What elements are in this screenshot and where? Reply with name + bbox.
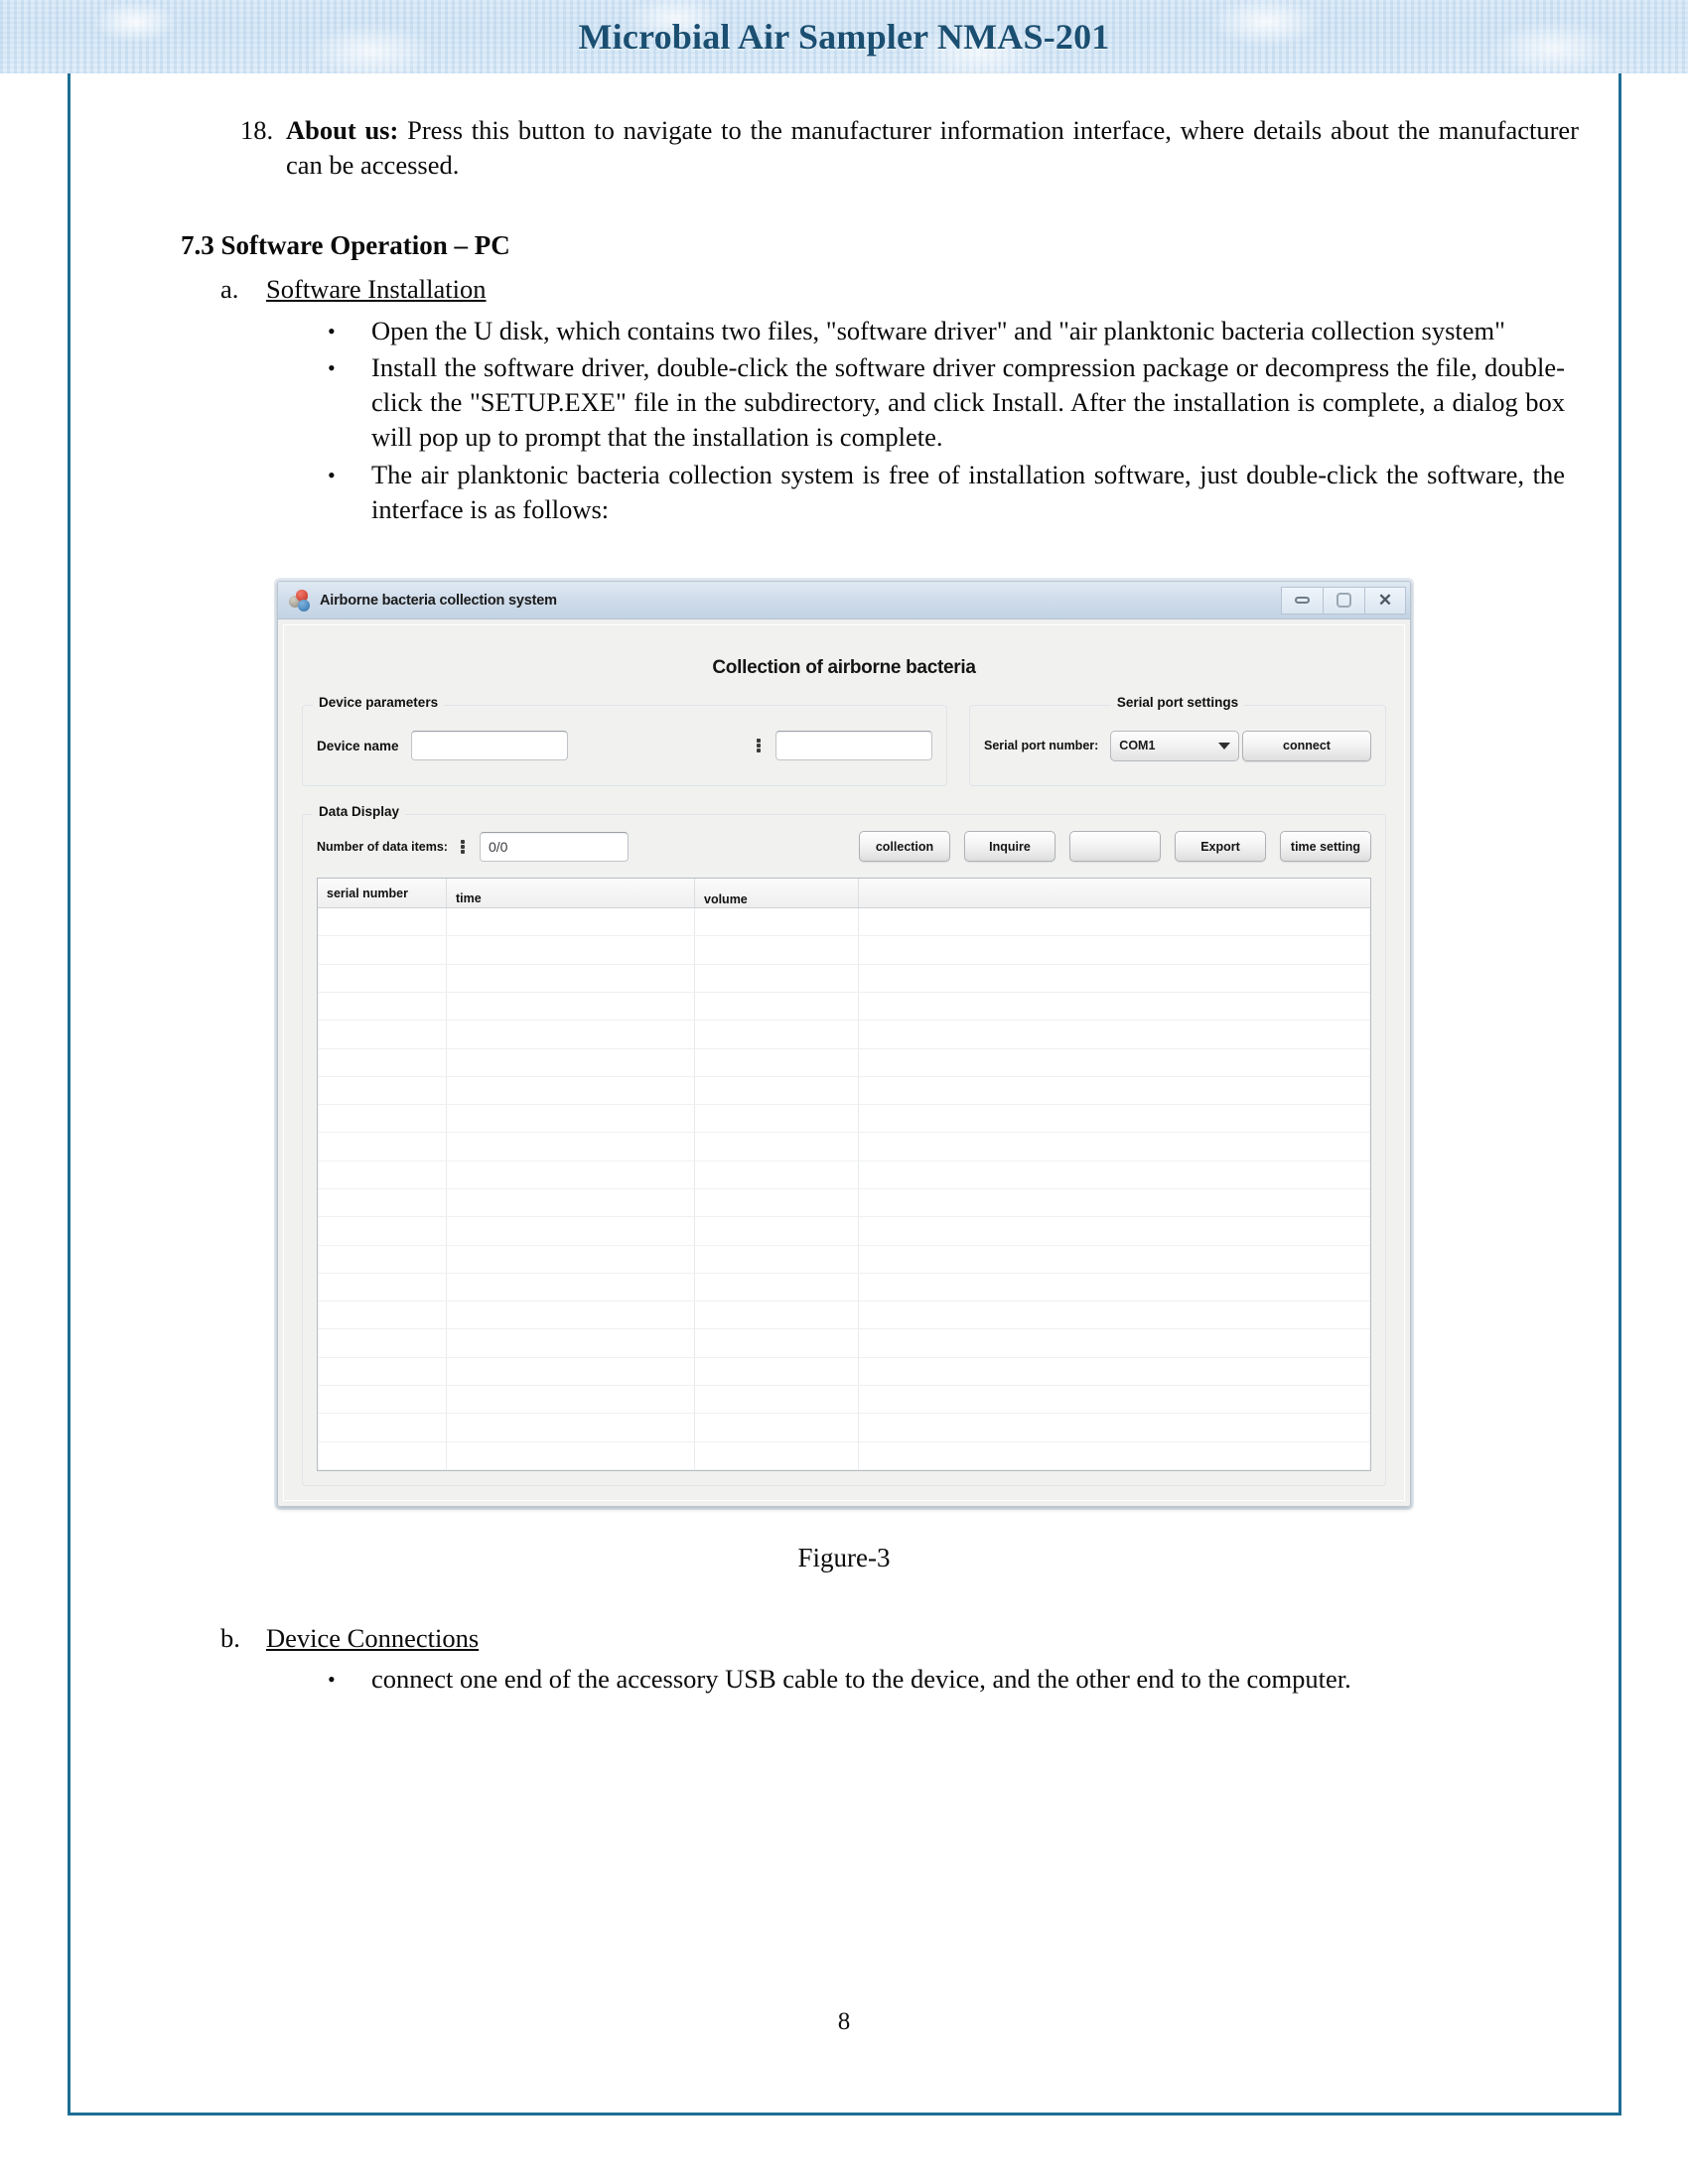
table-cell	[447, 908, 695, 935]
unlabeled-button[interactable]	[1069, 831, 1161, 862]
table-cell	[695, 993, 859, 1020]
number-of-data-items-label: Number of data items:	[317, 839, 448, 854]
serial-port-settings-title: Serial port settings	[1111, 695, 1244, 710]
page-header-banner	[0, 0, 1688, 73]
table-cell	[447, 1386, 695, 1413]
table-cell	[695, 1386, 859, 1413]
table-cell	[318, 936, 447, 963]
page-number: 8	[837, 2008, 851, 2035]
table-cell	[318, 1161, 447, 1188]
table-cell	[695, 1414, 859, 1440]
device-name-input[interactable]	[411, 731, 568, 760]
table-cell	[695, 1161, 859, 1188]
subsection-a-label: Software Installation	[266, 274, 487, 305]
table-cell	[318, 1386, 447, 1413]
serial-port-settings-group	[969, 695, 1386, 786]
table-cell	[447, 936, 695, 963]
bullet-dot-icon: •	[328, 318, 336, 343]
maximize-icon	[1336, 593, 1351, 608]
table-cell	[695, 1442, 859, 1469]
table-row[interactable]	[318, 1049, 1370, 1077]
app-logo-icon	[288, 589, 312, 613]
top-panels-row	[302, 695, 1386, 786]
table-cell	[695, 1217, 859, 1244]
app-titlebar-title: Airborne bacteria collection system	[320, 592, 557, 609]
table-cell	[695, 1358, 859, 1385]
table-cell	[859, 1021, 1370, 1047]
subsection-b-letter: b.	[220, 1623, 240, 1654]
list-item-18	[42, 113, 1646, 183]
device-parameters-group	[302, 695, 947, 786]
minimize-icon	[1295, 597, 1310, 604]
table-cell	[859, 1414, 1370, 1440]
table-cell	[318, 1021, 447, 1047]
table-cell	[695, 1105, 859, 1132]
data-display-title: Data Display	[313, 804, 405, 819]
table-row[interactable]	[318, 993, 1370, 1021]
subsection-a-bullets	[42, 314, 1646, 527]
table-row[interactable]	[318, 1301, 1370, 1329]
table-row[interactable]	[318, 1133, 1370, 1160]
bullet-text: Open the U disk, which contains two files, "software driver" and "air planktonic bacteria collection system"	[371, 315, 1505, 345]
table-cell	[447, 965, 695, 992]
subsection-b-label: Device Connections	[266, 1623, 480, 1654]
table-row[interactable]	[318, 1329, 1370, 1357]
column-header-volume[interactable]: volume	[695, 879, 859, 907]
device-parameters-inner	[303, 706, 946, 785]
airborne-bacteria-app-window	[277, 581, 1411, 1507]
table-cell	[859, 1189, 1370, 1216]
table-cell	[447, 1049, 695, 1076]
table-cell	[447, 1161, 695, 1188]
close-button[interactable]	[1364, 587, 1406, 614]
close-icon: ✕	[1377, 591, 1393, 611]
device-name-label: Device name	[317, 738, 399, 753]
collection-button[interactable]: collection	[859, 831, 950, 862]
table-cell	[859, 1133, 1370, 1160]
table-cell	[447, 1105, 695, 1132]
table-cell	[318, 1077, 447, 1104]
app-main-heading: Collection of airborne bacteria	[712, 657, 976, 679]
table-cell	[695, 1329, 859, 1356]
table-row[interactable]	[318, 1161, 1370, 1189]
bullet-item	[328, 350, 1565, 456]
table-cell	[318, 1189, 447, 1216]
bullet-item	[328, 1662, 1565, 1697]
table-row[interactable]	[318, 1077, 1370, 1105]
table-row[interactable]	[318, 908, 1370, 936]
table-cell	[447, 1301, 695, 1328]
table-cell	[447, 1217, 695, 1244]
table-cell	[859, 1217, 1370, 1244]
table-row[interactable]	[318, 1217, 1370, 1245]
data-table-body	[318, 908, 1370, 1470]
table-cell	[318, 1274, 447, 1300]
connect-button[interactable]: connect	[1242, 731, 1371, 761]
data-table-header-row	[318, 879, 1370, 908]
table-cell	[695, 1021, 859, 1047]
table-row[interactable]	[318, 1414, 1370, 1441]
table-cell	[695, 1274, 859, 1300]
page-title: Microbial Air Sampler NMAS-201	[578, 17, 1110, 57]
table-cell	[695, 965, 859, 992]
data-display-toolbar	[317, 831, 1371, 862]
table-cell	[447, 1358, 695, 1385]
table-cell	[859, 1442, 1370, 1469]
serial-port-settings-inner	[970, 706, 1385, 785]
table-cell	[318, 1414, 447, 1440]
chevron-down-icon	[1218, 743, 1230, 750]
serial-port-selected-value: COM1	[1119, 739, 1156, 753]
bullet-dot-icon: •	[328, 354, 336, 380]
bullet-dot-icon: •	[328, 1667, 336, 1693]
table-cell	[318, 965, 447, 992]
table-row[interactable]	[318, 1189, 1370, 1217]
table-cell	[318, 1358, 447, 1385]
table-cell	[447, 1442, 695, 1469]
table-cell	[447, 1329, 695, 1356]
table-cell	[318, 1301, 447, 1328]
list-item-18-body	[286, 113, 1579, 183]
app-body	[283, 624, 1405, 1501]
document-content	[0, 73, 1688, 1697]
subsection-a-letter: a.	[220, 274, 239, 305]
table-cell	[447, 1133, 695, 1160]
table-cell	[859, 908, 1370, 935]
table-cell	[695, 1049, 859, 1076]
table-cell	[859, 1301, 1370, 1328]
table-cell	[695, 1301, 859, 1328]
separator-dots-icon	[460, 840, 466, 854]
table-cell	[318, 1442, 447, 1469]
list-item-18-bold-label: About us:	[286, 115, 399, 145]
column-header-time[interactable]: time	[447, 879, 695, 907]
list-item-18-text: Press this button to navigate to the manufacturer information interface, where details about the manufacturer can be accessed.	[286, 115, 1579, 181]
table-row[interactable]	[318, 965, 1370, 993]
separator-dots-icon	[756, 739, 762, 752]
table-row[interactable]	[318, 1021, 1370, 1048]
data-display-group	[302, 804, 1386, 1486]
table-cell	[859, 1161, 1370, 1188]
table-row[interactable]	[318, 1105, 1370, 1133]
table-cell	[447, 993, 695, 1020]
data-action-buttons	[859, 831, 1371, 862]
table-row[interactable]	[318, 1358, 1370, 1386]
table-cell	[859, 1358, 1370, 1385]
table-cell	[318, 1217, 447, 1244]
table-cell	[859, 1329, 1370, 1356]
bullet-item	[328, 458, 1565, 527]
table-cell	[695, 1189, 859, 1216]
app-titlebar	[278, 582, 1410, 619]
table-cell	[318, 993, 447, 1020]
table-cell	[695, 1246, 859, 1273]
maximize-button[interactable]	[1323, 587, 1364, 614]
table-row[interactable]	[318, 1246, 1370, 1274]
table-cell	[859, 1077, 1370, 1104]
table-cell	[859, 1386, 1370, 1413]
column-header-blank[interactable]	[859, 879, 1370, 907]
table-cell	[318, 1049, 447, 1076]
table-row[interactable]	[318, 1442, 1370, 1470]
inquire-button[interactable]: Inquire	[964, 831, 1055, 862]
table-cell	[859, 1274, 1370, 1300]
figure-3-caption: Figure-3	[797, 1543, 891, 1573]
table-cell	[859, 993, 1370, 1020]
table-row[interactable]	[318, 1274, 1370, 1301]
bullet-text: connect one end of the accessory USB cable to the device, and the other end to the computer.	[371, 1664, 1351, 1695]
export-button[interactable]: Export	[1175, 831, 1266, 862]
table-cell	[447, 1246, 695, 1273]
table-cell	[447, 1077, 695, 1104]
serial-port-dropdown[interactable]	[1110, 731, 1239, 761]
bullet-text: Install the software driver, double-click the software driver compression package or decompress the file, double-click the "SETUP.EXE" file in the subdirectory, and click Install. After the installation is complete, a dialog box will pop up to prompt that the installation is complete.	[371, 351, 1565, 453]
table-cell	[859, 936, 1370, 963]
table-cell	[859, 1105, 1370, 1132]
table-cell	[695, 936, 859, 963]
bullet-dot-icon: •	[328, 462, 336, 487]
table-cell	[859, 965, 1370, 992]
table-cell	[318, 1105, 447, 1132]
number-of-data-items-value[interactable]: 0/0	[480, 832, 629, 862]
data-table[interactable]	[317, 878, 1371, 1471]
bullet-text: The air planktonic bacteria collection system is free of installation software, just double-click the software, the interface is as follows:	[371, 459, 1565, 524]
table-cell	[859, 1246, 1370, 1273]
table-cell	[318, 1329, 447, 1356]
figure-3-container	[42, 581, 1646, 1507]
table-cell	[447, 1274, 695, 1300]
table-cell	[695, 908, 859, 935]
table-cell	[318, 1133, 447, 1160]
table-cell	[695, 1133, 859, 1160]
table-row[interactable]	[318, 936, 1370, 964]
section-heading-7-3: 7.3 Software Operation – PC	[181, 230, 510, 261]
table-row[interactable]	[318, 1386, 1370, 1414]
time-setting-button[interactable]: time setting	[1280, 831, 1371, 862]
table-cell	[447, 1021, 695, 1047]
subsection-b-bullets	[42, 1662, 1646, 1697]
table-cell	[318, 1246, 447, 1273]
table-cell	[447, 1414, 695, 1440]
serial-port-number-label: Serial port number:	[984, 739, 1099, 753]
table-cell	[695, 1077, 859, 1104]
subsection-a	[42, 272, 1646, 307]
table-cell	[859, 1049, 1370, 1076]
device-secondary-input[interactable]	[775, 731, 932, 760]
table-cell	[447, 1189, 695, 1216]
column-header-serial-number[interactable]: serial number	[318, 879, 447, 907]
minimize-button[interactable]	[1281, 587, 1323, 614]
list-item-18-number: 18.	[240, 115, 274, 145]
window-controls	[1281, 587, 1406, 614]
device-parameters-title: Device parameters	[313, 695, 444, 710]
bullet-item	[328, 314, 1565, 348]
table-cell	[318, 908, 447, 935]
subsection-b	[42, 1621, 1646, 1656]
